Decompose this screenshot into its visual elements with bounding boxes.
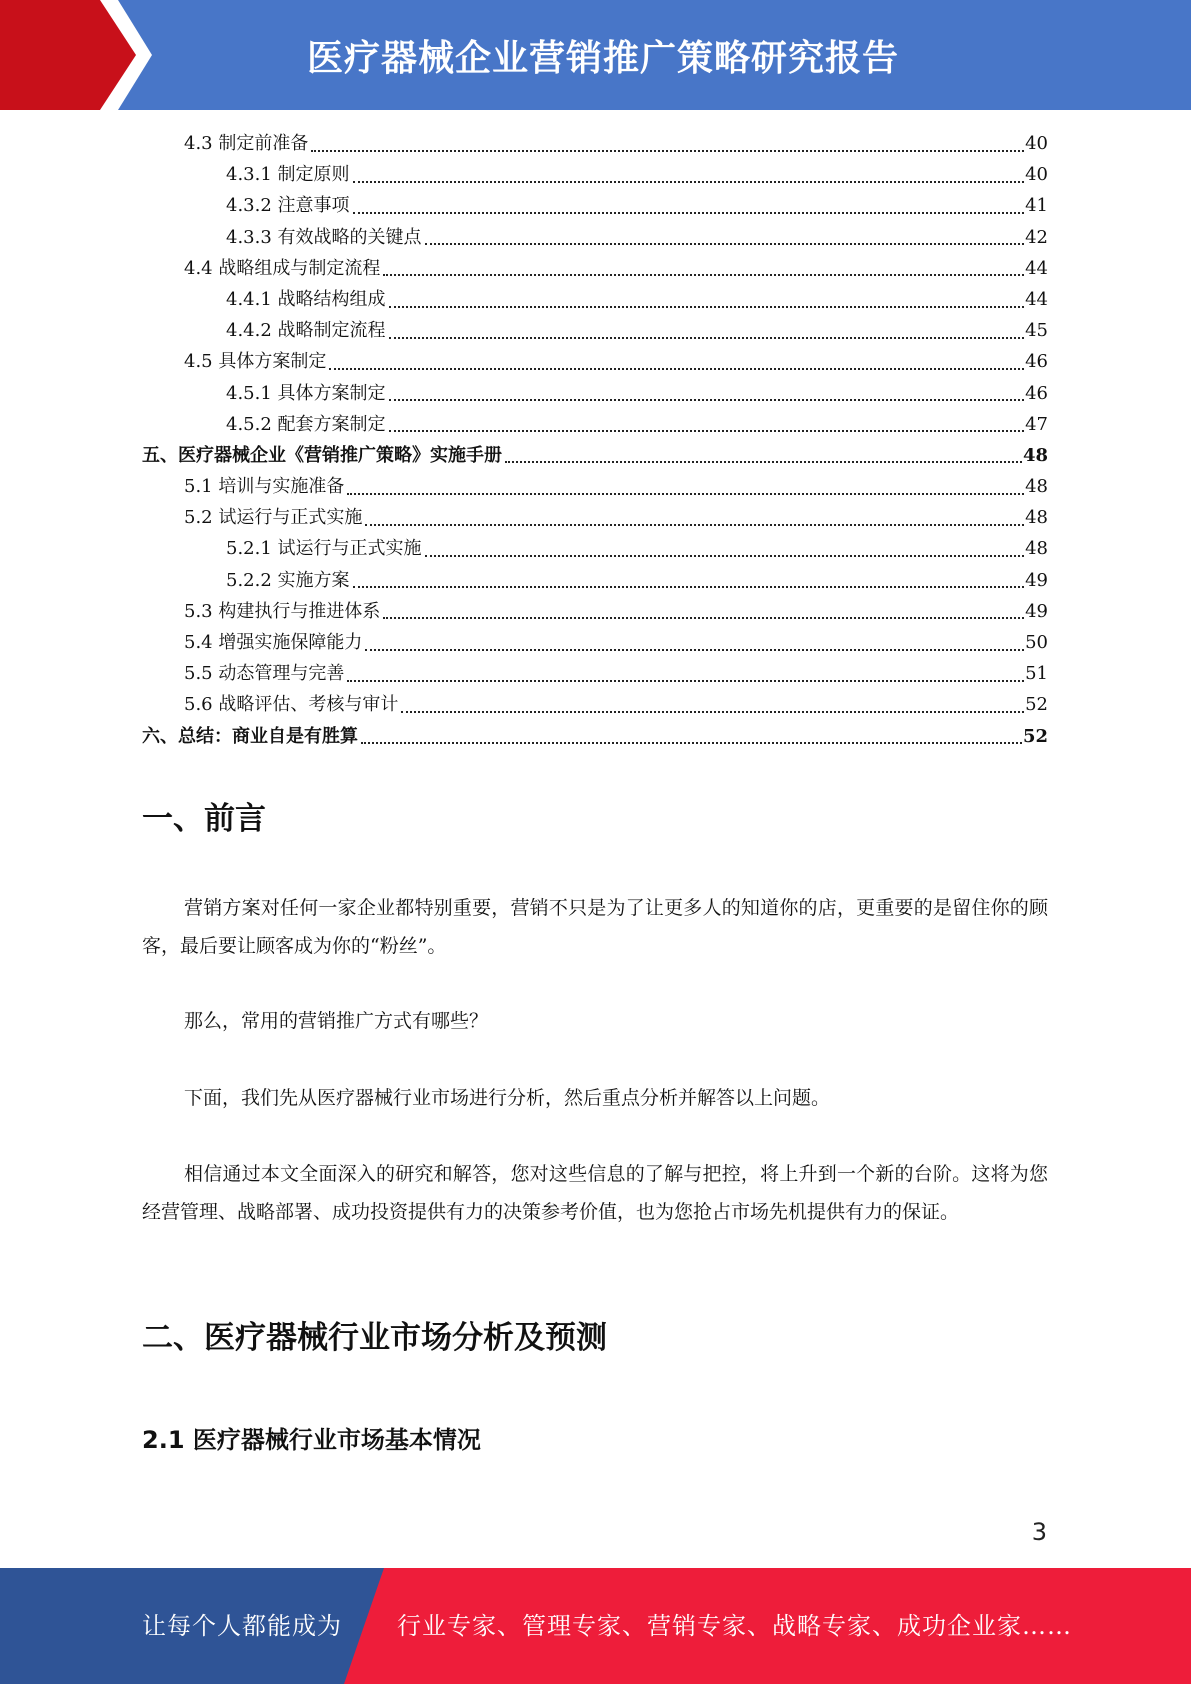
- toc-leader-dots: [505, 461, 1022, 463]
- toc-entry-page: 51: [1025, 663, 1048, 685]
- toc-entry-page: 42: [1025, 226, 1048, 248]
- toc-entry[interactable]: [142, 502, 1048, 533]
- toc-entry-title: 4.4.2 战略制定流程: [226, 320, 386, 342]
- toc-leader-dots: [365, 524, 1024, 526]
- toc-entry[interactable]: [142, 565, 1048, 596]
- toc-leader-dots: [425, 555, 1025, 557]
- toc-entry-title: 5.5 动态管理与完善: [184, 663, 345, 685]
- toc-entry-title: 5.2.2 实施方案: [226, 569, 350, 591]
- toc-leader-dots: [389, 430, 1025, 432]
- toc-entry-page: 45: [1025, 320, 1048, 342]
- toc-entry[interactable]: [142, 689, 1048, 720]
- toc-entry-title: 5.2 试运行与正式实施: [184, 507, 363, 529]
- toc-entry-title: 5.6 战略评估、考核与审计: [184, 694, 399, 716]
- footer-slogan-right: 行业专家、管理专家、营销专家、战略专家、成功企业家……: [397, 1612, 1072, 1640]
- toc-entry-page: 44: [1025, 257, 1048, 279]
- toc-entry-page: 48: [1025, 538, 1048, 560]
- page-footer: [0, 1568, 1191, 1684]
- toc-entry-page: 40: [1025, 133, 1048, 154]
- table-of-contents: [142, 128, 1048, 752]
- subsection-heading-2-1: 2.1 医疗器械行业市场基本情况: [142, 1426, 481, 1454]
- toc-entry[interactable]: [142, 346, 1048, 377]
- toc-entry-page: 40: [1025, 164, 1048, 186]
- toc-entry-page: 49: [1025, 569, 1048, 591]
- toc-entry[interactable]: [142, 440, 1048, 471]
- toc-entry[interactable]: [142, 658, 1048, 689]
- toc-entry-page: 48: [1025, 507, 1048, 529]
- toc-entry[interactable]: [142, 378, 1048, 409]
- toc-entry-title: 六、总结：商业自是有胜算: [142, 725, 358, 747]
- paragraph-1: 营销方案对任何一家企业都特别重要，营销不只是为了让更多人的知道你的店，更重要的是留住你的顾客，最后要让顾客成为你的“粉丝”。: [142, 897, 1048, 957]
- toc-entry-title: 4.3.2 注意事项: [226, 195, 350, 217]
- toc-leader-dots: [311, 150, 1024, 152]
- toc-leader-dots: [383, 274, 1024, 276]
- toc-entry-page: 46: [1025, 382, 1048, 404]
- toc-entry-page: 46: [1025, 351, 1048, 373]
- toc-entry[interactable]: [142, 596, 1048, 627]
- toc-entry-page: 50: [1025, 632, 1048, 653]
- toc-entry-page: 52: [1025, 694, 1048, 716]
- toc-entry-page: 48: [1025, 476, 1048, 498]
- toc-entry-page: 41: [1025, 195, 1048, 217]
- toc-entry[interactable]: [142, 128, 1048, 159]
- toc-leader-dots: [347, 680, 1024, 682]
- toc-entry[interactable]: [142, 627, 1048, 658]
- toc-entry-title: 5.1 培训与实施准备: [184, 476, 345, 498]
- toc-leader-dots: [383, 617, 1024, 619]
- toc-leader-dots: [353, 586, 1025, 588]
- page-header: [0, 0, 1191, 110]
- toc-entry-title: 五、医疗器械企业《营销推广策略》实施手册: [142, 444, 502, 466]
- toc-entry-title: 5.2.1 试运行与正式实施: [226, 538, 422, 560]
- toc-leader-dots: [353, 181, 1025, 183]
- toc-entry-title: 4.5 具体方案制定: [184, 351, 327, 373]
- report-title: 医疗器械企业营销推广策略研究报告: [306, 37, 899, 79]
- toc-entry-page: 44: [1025, 288, 1048, 310]
- toc-leader-dots: [361, 742, 1022, 744]
- section-heading-preface: 一、前言: [142, 801, 266, 837]
- toc-leader-dots: [389, 306, 1025, 308]
- toc-entry-page: 49: [1025, 600, 1048, 622]
- paragraph-2: 那么，常用的营销推广方式有哪些？: [184, 1010, 489, 1032]
- toc-entry-page: 52: [1022, 725, 1048, 747]
- toc-entry[interactable]: [142, 409, 1048, 440]
- toc-entry[interactable]: [142, 315, 1048, 346]
- toc-entry-page: 48: [1022, 444, 1048, 466]
- toc-entry-title: 4.3.3 有效战略的关键点: [226, 226, 422, 248]
- paragraph-4: 相信通过本文全面深入的研究和解答，您对这些信息的了解与把控，将上升到一个新的台阶。这将为您经营管理、战略部署、成功投资提供有力的决策参考价值，也为您抢占市场先机提供有力的保证。: [142, 1163, 1048, 1223]
- toc-entry[interactable]: [142, 721, 1048, 752]
- toc-entry-title: 4.4 战略组成与制定流程: [184, 257, 381, 279]
- toc-leader-dots: [353, 212, 1025, 214]
- toc-entry[interactable]: [142, 471, 1048, 502]
- toc-entry-title: 4.3.1 制定原则: [226, 164, 350, 186]
- toc-entry-title: 4.5.1 具体方案制定: [226, 382, 386, 404]
- toc-leader-dots: [401, 711, 1024, 713]
- toc-leader-dots: [329, 368, 1024, 370]
- toc-entry-title: 4.4.1 战略结构组成: [226, 288, 386, 310]
- toc-entry[interactable]: [142, 533, 1048, 564]
- toc-entry[interactable]: [142, 284, 1048, 315]
- toc-entry-page: 47: [1025, 413, 1048, 435]
- toc-entry-title: 5.4 增强实施保障能力: [184, 632, 363, 653]
- toc-entry[interactable]: [142, 253, 1048, 284]
- page-number: 3: [1031, 1518, 1047, 1546]
- toc-leader-dots: [425, 243, 1025, 245]
- toc-leader-dots: [389, 399, 1025, 401]
- footer-slogan-left: 让每个人都能成为: [142, 1612, 342, 1640]
- toc-entry[interactable]: [142, 159, 1048, 190]
- section-heading-market-analysis: 二、医疗器械行业市场分析及预测: [142, 1320, 607, 1356]
- toc-leader-dots: [347, 493, 1024, 495]
- toc-entry-title: 4.5.2 配套方案制定: [226, 413, 386, 435]
- paragraph-3: 下面，我们先从医疗器械行业市场进行分析，然后重点分析并解答以上问题。: [184, 1087, 831, 1109]
- toc-entry[interactable]: [142, 190, 1048, 221]
- toc-leader-dots: [389, 337, 1025, 339]
- toc-entry-title: 5.3 构建执行与推进体系: [184, 600, 381, 622]
- toc-entry[interactable]: [142, 222, 1048, 253]
- toc-entry-title: 4.3 制定前准备: [184, 133, 309, 154]
- toc-leader-dots: [365, 649, 1024, 651]
